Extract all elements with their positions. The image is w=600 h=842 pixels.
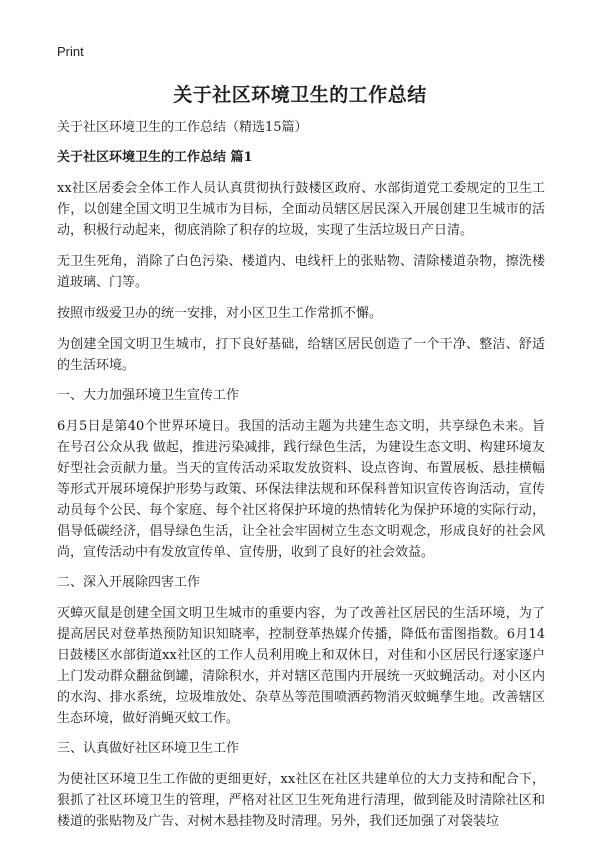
heading-3: 三、认真做好社区环境卫生工作: [57, 741, 240, 756]
section-title: 关于社区环境卫生的工作总结 篇1: [57, 150, 253, 165]
paragraph-2: 无卫生死角，消除了白色污染、楼道内、电线杆上的张贴物、清除楼道杂物，擦洗楼道玻璃、门等。: [57, 254, 545, 290]
document-title: 关于社区环境卫生的工作总结: [173, 84, 427, 106]
print-link[interactable]: Print: [57, 44, 84, 59]
paragraph-7: 为使社区环境卫生工作做的更细更好，xx社区在社区共建单位的大力支持和配合下，狠抓了社区环境卫生的管理，严格对社区卫生死角进行清理，做到能及时清除社区和楼道的张贴物及广告、对树木悬挂物及时清理。另外，我们还加强了对袋装垃: [57, 772, 545, 829]
paragraph-3: 按照市级爱卫办的统一安排，对小区卫生工作常抓不懈。: [57, 306, 383, 321]
paragraph-1: xx社区居委会全体工作人员认真贯彻执行鼓楼区政府、水部街道党工委规定的卫生工作，以创建全国文明卫生城市为目标，全面动员辖区居民深入开展创建卫生城市的活动，积极行动起来，彻底消除了积存的垃圾，实现了生活垃圾日产日清。: [57, 181, 545, 238]
paragraph-4: 为创建全国文明卫生城市，打下良好基础，给辖区居民创造了一个干净、整洁、舒适的生活环境。: [57, 337, 545, 373]
heading-1: 一、大力加强环境卫生宣传工作: [57, 388, 240, 403]
document-body: [57, 118, 545, 842]
document-subtitle: 关于社区环境卫生的工作总结（精选15篇）: [57, 120, 308, 135]
paragraph-5: 6月5日是第40个世界环境日。我国的活动主题为共建生态文明，共享绿色未来。旨在号召公众从我 做起，推进污染减排，践行绿色生活，为建设生态文明、构建环境友好型社会贡献力量。当天的宣传活动采取发放资料、设点咨询、布置展板、悬挂横幅等形式开展环境保护形势与政策、环保法律法规和环保科普知识宣传咨询活动，宣传动员每个公民、每个家庭、每个社区将保护环境的热情转化为保护环境的实际行动，倡导低碳经济，倡导绿色生活，让全社会牢固树立生态文明观念，形成良好的社会风尚，宣传活动中有发放宣传单、宣传册，收到了良好的社会效益。: [57, 419, 545, 560]
heading-2: 二、深入开展除四害工作: [57, 575, 201, 590]
paragraph-6: 灭蟑灭鼠是创建全国文明卫生城市的重要内容，为了改善社区居民的生活环境，为了提高居民对登革热预防知识知晓率，控制登革热媒介传播，降低布雷图指数。6月14日鼓楼区水部街道xx社区的工作人员利用晚上和双休日，对佳和小区居民行逐家逐户上门发动群众翻盆倒罐，清除积水，并对辖区范围内开展统一灭蚊蝇活动。对小区内的水沟、排水系统，垃圾堆放处、杂草丛等范围喷洒药物消灭蚊蝇孳生地。改善辖区生态环境，做好消蝇灭蚊工作。: [57, 606, 545, 726]
